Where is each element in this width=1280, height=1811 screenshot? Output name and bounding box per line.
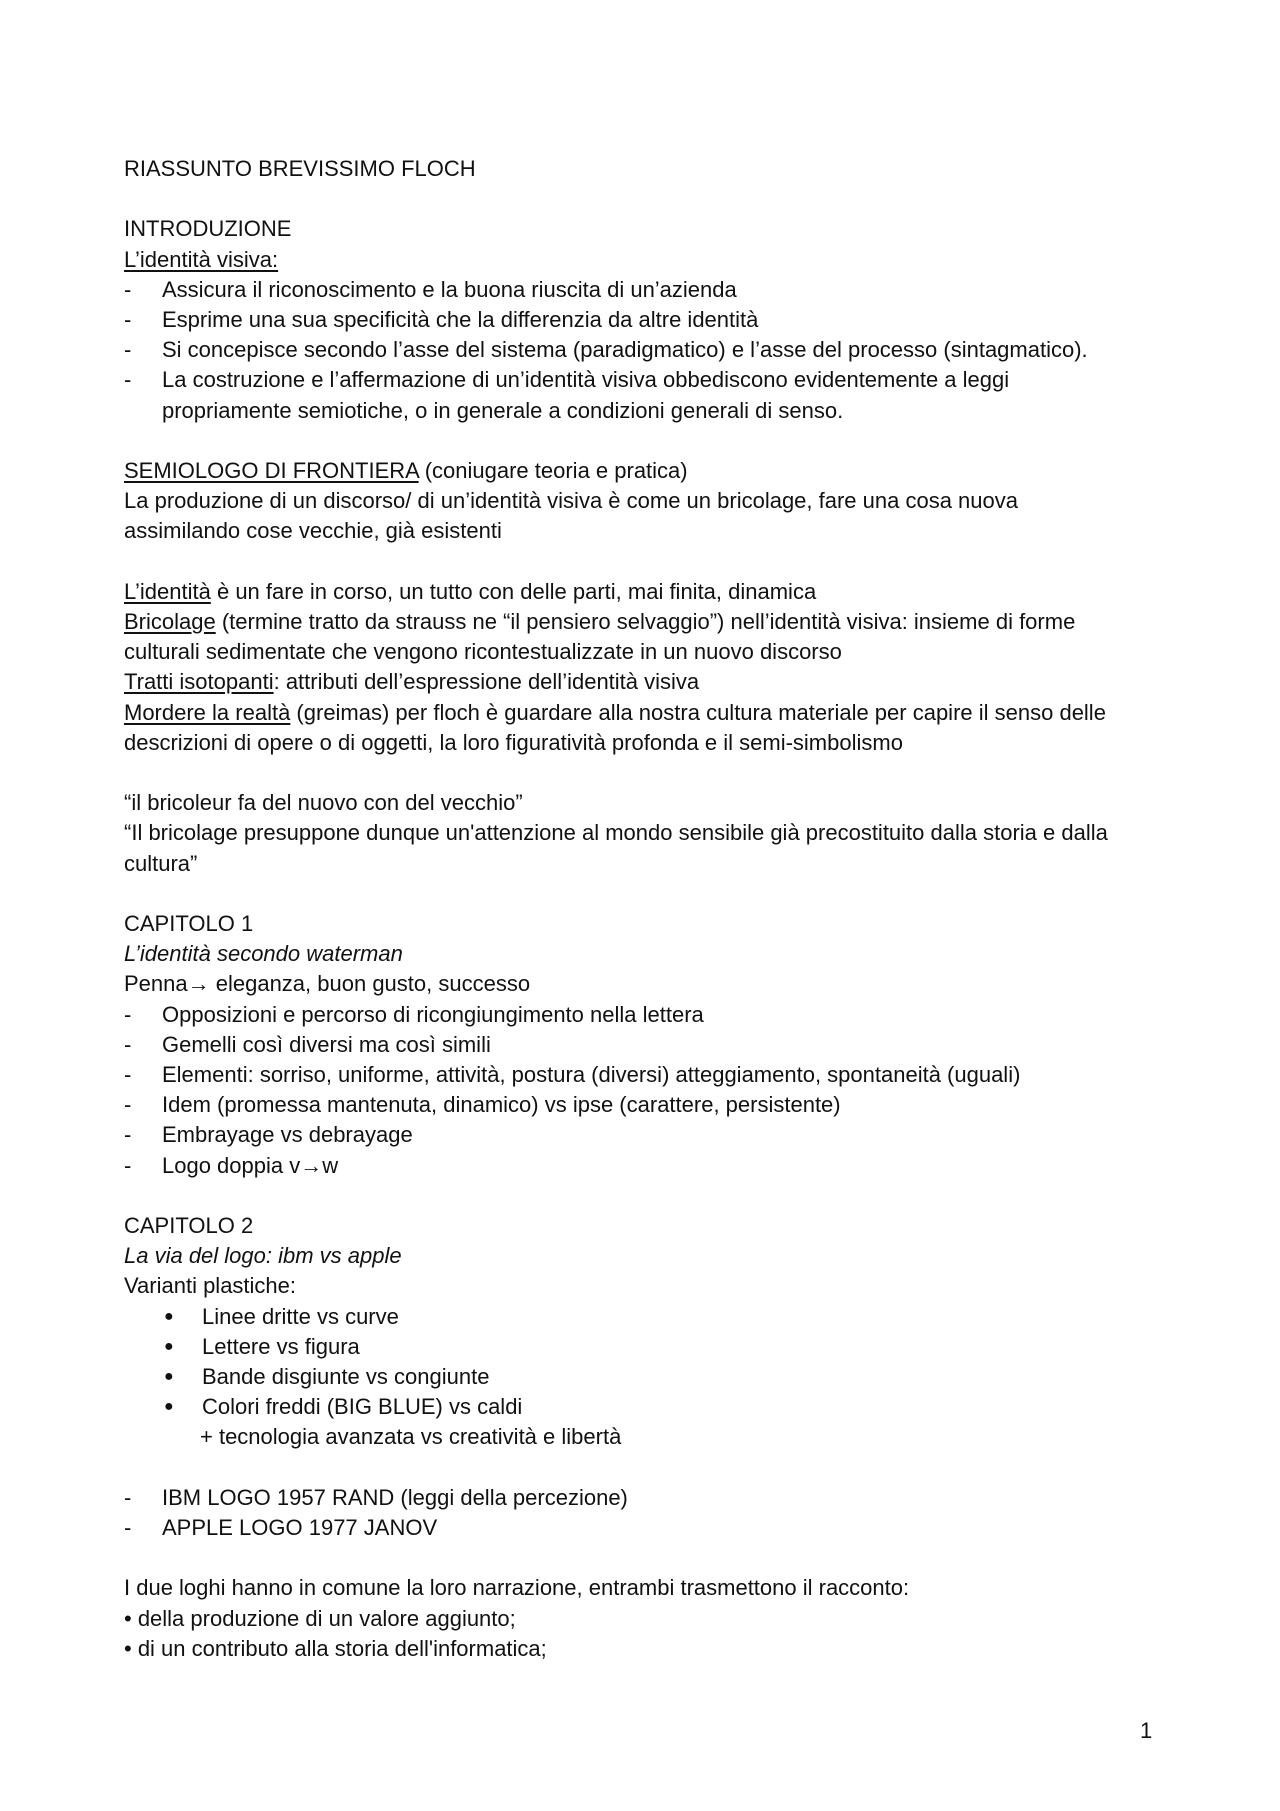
document-body — [124, 154, 1184, 1664]
bullet-icon: ● — [164, 1337, 174, 1355]
chapter1-heading: CAPITOLO 1 — [124, 911, 254, 936]
term-semiologo: SEMIOLOGO DI FRONTIERA — [124, 458, 419, 483]
varianti-label: Varianti plastiche: — [124, 1273, 297, 1299]
page-number: 1 — [1140, 1718, 1153, 1743]
bullet-item: ● Bande disgiunte vs congiunte — [124, 1362, 1184, 1392]
list-item: - Gemelli così diversi ma così simili — [124, 1031, 491, 1057]
definition-mordere-cont: descrizioni di opere o di oggetti, la loro figuratività profonda e il semi-simbolismo — [124, 729, 903, 755]
paragraph-line: La produzione di un discorso/ di un’identità visiva è come un bricolage, fare una cosa nuova — [124, 488, 1018, 514]
bullet-item: ● Linee dritte vs curve — [124, 1302, 1184, 1332]
penna-line: Penna→ eleganza, buon gusto, successo — [124, 971, 531, 997]
list-item: - Esprime una sua specificità che la differenzia da altre identità — [124, 307, 759, 332]
intro-subheading: L’identità visiva: — [124, 246, 279, 272]
list-item: - IBM LOGO 1957 RAND (leggi della percezione) — [124, 1484, 628, 1510]
list-item: - Logo doppia v→w — [124, 1152, 339, 1178]
chapter2-heading: CAPITOLO 2 — [124, 1213, 254, 1239]
document-title: RIASSUNTO BREVISSIMO FLOCH — [124, 156, 476, 181]
definition-mordere: Mordere la realtà (greimas) per floch è guardare alla nostra cultura materiale per capire il senso delle — [124, 699, 1106, 725]
narration-intro: I due loghi hanno in comune la loro narrazione, entrambi trasmettono il racconto: — [124, 1575, 910, 1601]
bullet-item: ● Lettere vs figura — [124, 1332, 1184, 1362]
list-item: - La costruzione e l’affermazione di un’identità visiva obbediscono evidentemente a leggi — [124, 367, 1010, 393]
quote: “il bricoleur fa del nuovo con del vecchio” — [124, 790, 523, 816]
list-item: - Opposizioni e percorso di ricongiungimento nella lettera — [124, 1001, 704, 1027]
quote-cont: cultura” — [124, 850, 198, 876]
semiologo-line: SEMIOLOGO DI FRONTIERA (coniugare teoria e pratica) — [124, 458, 688, 483]
bullet-icon: ● — [164, 1398, 174, 1416]
bullet-item: ● Colori freddi (BIG BLUE) vs caldi — [124, 1392, 1184, 1422]
arrow-icon: → — [300, 1152, 323, 1178]
paragraph-line: assimilando cose vecchie, già esistenti — [124, 518, 502, 544]
list-item: - Assicura il riconoscimento e la buona riuscita di un’azienda — [124, 276, 737, 302]
list-item: - Elementi: sorriso, uniforme, attività, postura (diversi) atteggiamento, spontaneità (uguali) — [124, 1062, 1021, 1088]
bullet-icon: ● — [164, 1368, 174, 1386]
bullet-icon: ● — [164, 1307, 174, 1325]
chapter2-subtitle: La via del logo: ibm vs apple — [124, 1243, 402, 1269]
definition-tratti: Tratti isotopanti: attributi dell’espressione dell’identità visiva — [124, 669, 700, 695]
chapter1-subtitle: L’identità secondo waterman — [124, 941, 403, 967]
definition-bricolage-cont: culturali sedimentate che vengono ricontestualizzate in un nuovo discorso — [124, 639, 842, 665]
arrow-icon: → — [187, 971, 210, 997]
list-item: - APPLE LOGO 1977 JANOV — [124, 1515, 438, 1541]
definition-identita: L’identità è un fare in corso, un tutto con delle parti, mai finita, dinamica — [124, 578, 817, 604]
list-item: - Idem (promessa mantenuta, dinamico) vs ipse (carattere, persistente) — [124, 1092, 841, 1118]
definition-bricolage: Bricolage (termine tratto da strauss ne “il pensiero selvaggio”) nell’identità visiva: insieme di forme — [124, 609, 1076, 634]
list-item: - Si concepisce secondo l’asse del sistema (paradigmatico) e l’asse del processo (sintagmatico). — [124, 337, 1088, 363]
bullet-continuation: + tecnologia avanzata vs creatività e libertà — [200, 1424, 622, 1450]
list-item-continuation: propriamente semiotiche, o in generale a condizioni generali di senso. — [162, 397, 844, 423]
quote: “Il bricolage presuppone dunque un'attenzione al mondo sensibile già precostituito dalla storia e dalla — [124, 820, 1108, 846]
list-item: - Embrayage vs debrayage — [124, 1122, 413, 1148]
narration-item: • di un contributo alla storia dell'informatica; — [124, 1635, 547, 1661]
narration-item: • della produzione di un valore aggiunto; — [124, 1605, 516, 1631]
intro-heading: INTRODUZIONE — [124, 216, 292, 242]
